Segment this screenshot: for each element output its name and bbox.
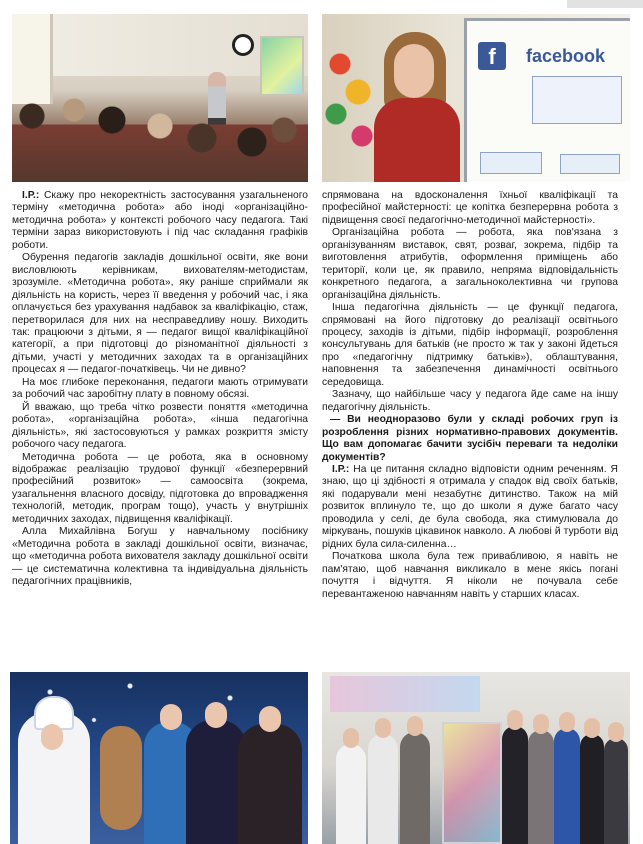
seminar-photo (12, 14, 308, 182)
interview-question: — Ви неодноразово були у складі робочих груп із розроблення різних нормативно-правових документів. Що вам допомагає бачити зусібіч переваги та недоліки документів? (322, 414, 618, 463)
banner (330, 676, 480, 712)
right-text-column (322, 190, 618, 601)
face (343, 728, 359, 748)
guitar-prop (100, 726, 142, 830)
face (41, 724, 63, 750)
paragraph: На моє глибоке переконання, педагоги мають отримувати за робочий час заробітну плату в повному обсязі. (12, 376, 308, 401)
face (559, 712, 575, 732)
group-photo (322, 672, 630, 844)
person (400, 732, 430, 844)
facebook-wordmark: facebook (526, 46, 606, 66)
person (336, 744, 366, 844)
paragraph: Обурення педагогів закладів дошкільної освіти, яке вони висловлюють керівникам, вихователям-методистам, зрозуміле. «Методична робота», яку раніше сприймали як діяльність на користь, через її введення у робочий час, і яка оплачується без урахування надбавок за кваліфікацію, стаж, перетворилася для них на несправедливу ношу. Виходить так: працюючи з дітьми, я — педагог вищої кваліфікаційної категорії, а при підготовці до різноманітної діяльності з дітьми, участі у методичних заходах та в організаційних процесах я — педагог-початківець. Чи не дивно? (12, 252, 308, 376)
person (528, 730, 554, 844)
paragraph: спрямована на вдосконалення їхньої кваліфікації та професійної майстерності: це копітка безперервна робота з підвищення своєї педагогічно-методичної майстерності». (322, 190, 618, 226)
board-card (532, 76, 622, 124)
face (507, 710, 523, 730)
paragraph (12, 190, 308, 252)
face (205, 702, 227, 728)
paragraph: Зазначу, що найбільше часу у педагога йде саме на іншу педагогічну діяльність. (322, 389, 618, 413)
audience (12, 86, 308, 182)
face (160, 704, 182, 730)
face (608, 722, 624, 742)
speaker-initials: І.Р.: (332, 463, 350, 475)
person (368, 734, 398, 844)
flower-decoration (322, 44, 376, 154)
person (604, 738, 628, 844)
paragraph: Алла Михайлівна Богуш у навчальному посібнику «Методична робота в закладі дошкільної освіти, визначає, що «методична робота вихователя закладу дошкільної освіти — це систематична колективна та індивідуальна діяльність педагогічних працівників, (12, 526, 308, 588)
paragraph-text: Скажу про некоректність застосування узагальненого терміну «методична робота» або іноді «організаційно-методична робота» у контексті робочого часу педагога. Такі терміни зараз використовують і під час складання графіків роботи. (12, 190, 308, 251)
facebook-board-photo (322, 14, 630, 182)
face (533, 714, 549, 734)
paragraph: Методична робота — це робота, яка в основному відображає реалізацію трудової функції «безперервний професійний розвиток» — самоосвіта (зокрема, узагальнення власного досвіду, підготовка до впровадження технологій, методик, програм тощо), участь у внутрішніх методичних заходах, підвищення кваліфікації. (12, 451, 308, 525)
person-dark-dress (238, 724, 302, 844)
face (407, 716, 423, 736)
board-card (480, 152, 542, 174)
paragraph: Організаційна робота — робота, яка пов'язана з організуванням виставок, свят, розваг, зокрема, підбір та виготовлення атрибутів, оформлення приміщень або території, коли це, як правило, непряма відповідальність конкретного педагога, а загальнокoлективна чи групова організаційна діяльність. (322, 227, 618, 301)
face (584, 718, 600, 738)
wall-clock-icon (232, 34, 254, 56)
left-text-column (12, 190, 308, 589)
costume-party-photo (10, 672, 308, 844)
person (554, 728, 580, 844)
paragraph: Початкова школа була теж привабливою, я навіть не пам'ятаю, щоб навчання викликало в мене якісь погані почуття і відчуття. Я ніколи не почувала себе перевантаженою навчанням навіть у старших класах. (322, 551, 618, 600)
paragraph (322, 464, 618, 551)
face (375, 718, 391, 738)
paragraph: Й вважаю, що треба чітко розвести поняття «методична робота», «організаційна робота», «інша педагогічна діяльність», які застосовуються у рамках розкриття змісту робочого часу педагога. (12, 401, 308, 451)
woman-face (394, 44, 434, 98)
face (259, 706, 281, 732)
corner-tab (567, 0, 643, 8)
person-dark-dress (186, 720, 246, 844)
board-card (560, 154, 620, 174)
person (580, 734, 604, 844)
glass-exhibit (442, 722, 502, 844)
facebook-logo-icon: f (478, 42, 506, 70)
speaker-initials: І.Р.: (22, 190, 40, 201)
person (502, 726, 528, 844)
paragraph: Інша педагогічна діяльність — це функції педагога, спрямовані на його підготовку до реалізації освітнього процесу, заходів із дітьми, підбір інформації, розроблення консультувань для батьків (не просто ж так у законі йдеться про «педагогічну підтримку батьків»), облаштування, наповнення та забезпечення динамічності освітнього середовища. (322, 302, 618, 388)
woman-red-sweater (374, 98, 460, 182)
paragraph-text: На це питання складно відповісти одним реченням. Я знаю, що ці здібності я отримала у спадок від своїх батьків, які подарували мені незабутнє дитинство. Також на мій розвиток вплинуло те, що до школи я дуже багато часу проводила у селі, де була свобода, яка стимулювала до міркувань, пошуків цікавинок навколо. А любові й турботи від рідних була сила-силенна… (322, 463, 618, 550)
